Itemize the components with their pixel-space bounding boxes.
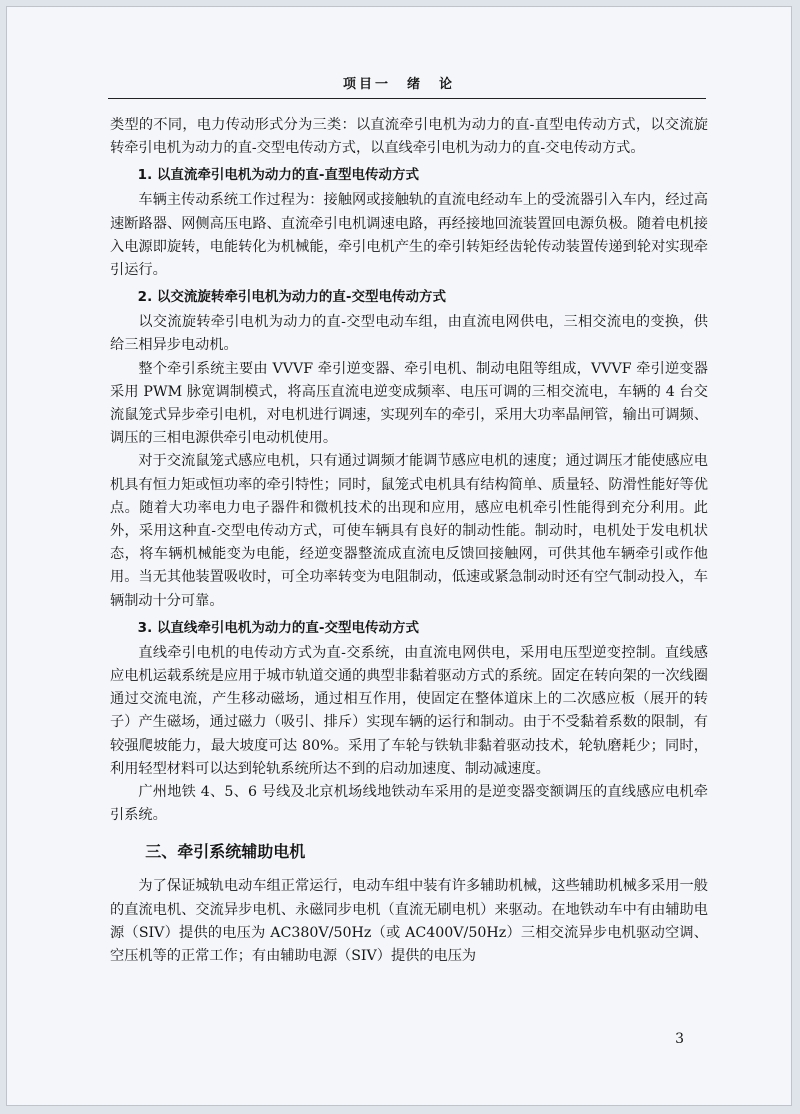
document-page [6, 6, 792, 1106]
section-2-paragraph-2: 整个牵引系统主要由 VVVF 牵引逆变器、牵引电机、制动电阻等组成，VVVF 牵引逆变器采用 PWM 脉宽调制模式，将高压直流电逆变成频率、电压可调的三相交流电，车辆的 4 台交流鼠笼式异步牵引电机，对电机进行调速，实现列车的牵引，采用大功率晶闸管，输出可调频、调压的三相电源供牵引电动机使用。 [110, 360, 708, 447]
header-rule [108, 98, 706, 99]
part-3-heading: 三、牵引系统辅助电机 [145, 842, 306, 862]
section-1-heading: 1. 以直流牵引电机为动力的直-直型电传动方式 [137, 167, 419, 184]
section-3-paragraph-2: 广州地铁 4、5、6 号线及北京机场线地铁动车采用的是逆变器变额调压的直线感应电机牵引系统。 [110, 784, 708, 824]
page-body [110, 114, 708, 968]
section-1-paragraph-1: 车辆主传动系统工作过程为：接触网或接触轨的直流电经动车上的受流器引入车内，经过高速断路器、网侧高压电路、直流牵引电机调速电路，再经接地回流装置回电源负极。随着电机接入电源即旋转，电能转化为机械能，牵引电机产生的牵引转矩经齿轮传动装置传递到轮对实现牵引运行。 [110, 192, 708, 279]
part-3-paragraph-1: 为了保证城轨电动车组正常运行，电动车组中装有许多辅助机械，这些辅助机械多采用一般的直流电机、交流异步电机、永磁同步电机（直流无刷电机）来驱动。在地铁动车中有由辅助电源（SIV）提供的电压为 AC380V/50Hz（或 AC400V/50Hz）三相交流异步电机驱动空调、空压机等的正常工作；有由辅助电源（SIV）提供的电压为 [110, 878, 708, 965]
running-title: 项目一 绪 论 [342, 77, 455, 92]
section-3-paragraph-1: 直线牵引电机的电传动方式为直-交系统，由直流电网供电，采用电压型逆变控制。直线感应电机运载系统是应用于城市轨道交通的典型非黏着驱动方式的系统。固定在转向架的一次线圈通过交流电流，产生移动磁场，通过相互作用，使固定在整体道床上的二次感应板（展开的转子）产生磁场，通过磁力（吸引、排斥）实现车辆的运行和制动。由于不受黏着系数的限制，有较强爬坡能力，最大坡度可达 80%。采用了车轮与铁轨非黏着驱动技术，轮轨磨耗少；同时，利用轻型材料可以达到轮轨系统所达不到的启动加速度、制动减速度。 [110, 644, 708, 777]
section-2-heading: 2. 以交流旋转牵引电机为动力的直-交型电传动方式 [137, 289, 446, 306]
page-number: 3 [675, 1031, 684, 1047]
intro-paragraph: 类型的不同，电力传动形式分为三类：以直流牵引电机为动力的直-直型电传动方式，以交流旋转牵引电机为动力的直-交型电传动方式，以直线牵引电机为动力的直-交电传动方式。 [110, 117, 708, 157]
section-2-paragraph-1: 以交流旋转牵引电机为动力的直-交型电动车组，由直流电网供电，三相交流电的变换，供给三相异步电动机。 [110, 314, 708, 354]
section-3-heading: 3. 以直线牵引电机为动力的直-交型电传动方式 [137, 619, 419, 636]
section-2-paragraph-3: 对于交流鼠笼式感应电机，只有通过调频才能调节感应电机的速度；通过调压才能使感应电机具有恒力矩或恒功率的牵引特性；同时，鼠笼式电机具有结构简单、质量轻、防滑性能好等优点。随着大功率电力电子器件和微机技术的出现和应用，感应电机牵引性能得到充分利用。此外，采用这种直-交型电传动方式，可使车辆具有良好的制动性能。制动时，电机处于发电机状态，将车辆机械能变为电能，经逆变器整流成直流电反馈回接触网，可供其他车辆牵引或作他用。当无其他装置吸收时，可全功率转变为电阻制动，低速或紧急制动时还有空气制动投入，车辆制动十分可靠。 [110, 453, 708, 609]
